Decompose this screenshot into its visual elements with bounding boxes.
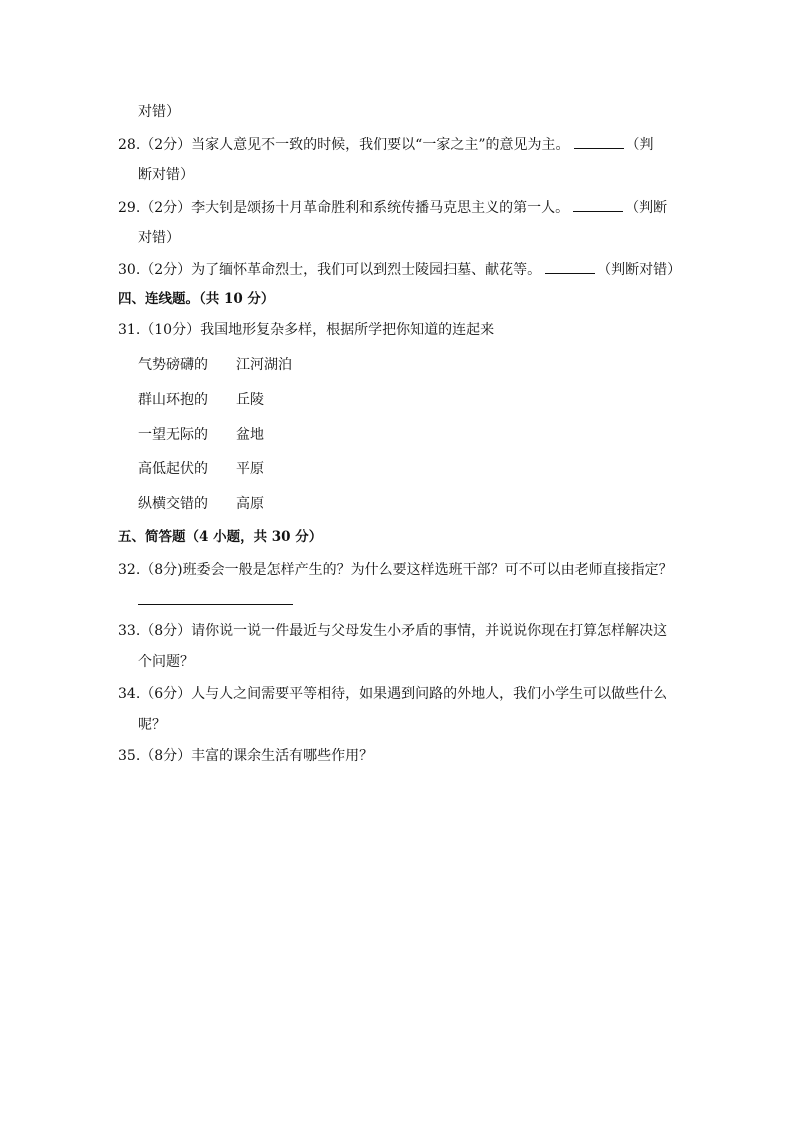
answer-blank-29[interactable] [573, 197, 623, 212]
question-34-continuation: 呢？ [138, 717, 166, 733]
match-left-item[interactable]: 一望无际的 [138, 427, 208, 443]
match-right-item[interactable]: 高原 [236, 496, 264, 512]
question-29-continuation: 对错） [138, 230, 180, 246]
section-4-heading: 四、连线题。（共 10 分） [118, 291, 275, 307]
match-left-item[interactable]: 纵横交错的 [138, 496, 208, 512]
section-5-heading: 五、简答题（4 小题，共 30 分） [118, 529, 323, 545]
question-28-continuation: 断对错） [138, 167, 194, 183]
answer-line-32[interactable] [138, 604, 293, 605]
question-29 [118, 197, 678, 218]
q27-continuation: 对错） [138, 104, 180, 120]
question-28-text: 28.（2分）当家人意见不一致的时候，我们要以“一家之主”的意见为主。 [118, 137, 570, 153]
answer-blank-30[interactable] [545, 259, 595, 274]
question-30-tail: （判断对错） [597, 262, 682, 278]
question-29-text: 29.（2分）李大钊是颂扬十月革命胜利和系统传播马克思主义的第一人。 [118, 200, 570, 216]
question-30-text: 30.（2分）为了缅怀革命烈士，我们可以到烈士陵园扫墓、献花等。 [118, 262, 542, 278]
question-33: 33.（8分）请你说一说一件最近与父母发生小矛盾的事情，并说说你现在打算怎样解决这 [118, 623, 668, 639]
question-31: 31.（10分）我国地形复杂多样，根据所学把你知道的连起来 [118, 322, 495, 338]
question-35: 35.（8分）丰富的课余生活有哪些作用？ [118, 748, 374, 764]
question-34: 34.（6分）人与人之间需要平等相待，如果遇到问路的外地人，我们小学生可以做些什么 [118, 686, 668, 702]
question-33-continuation: 个问题？ [138, 654, 194, 670]
question-28 [118, 134, 678, 155]
match-right-item[interactable]: 江河湖泊 [236, 357, 292, 373]
answer-blank-28[interactable] [574, 134, 624, 149]
match-right-item[interactable]: 丘陵 [236, 392, 264, 408]
question-29-tail: （判断 [625, 200, 668, 216]
match-right-item[interactable]: 盆地 [236, 427, 264, 443]
question-30 [118, 259, 682, 280]
match-right-item[interactable]: 平原 [236, 461, 264, 477]
question-28-tail: （判 [625, 137, 654, 153]
match-left-item[interactable]: 气势磅礴的 [138, 357, 208, 373]
match-left-item[interactable]: 高低起伏的 [138, 461, 208, 477]
question-32: 32.（8分)班委会一般是怎样产生的？为什么要这样选班干部？可不可以由老师直接指定？ [118, 562, 673, 578]
match-left-item[interactable]: 群山环抱的 [138, 392, 208, 408]
